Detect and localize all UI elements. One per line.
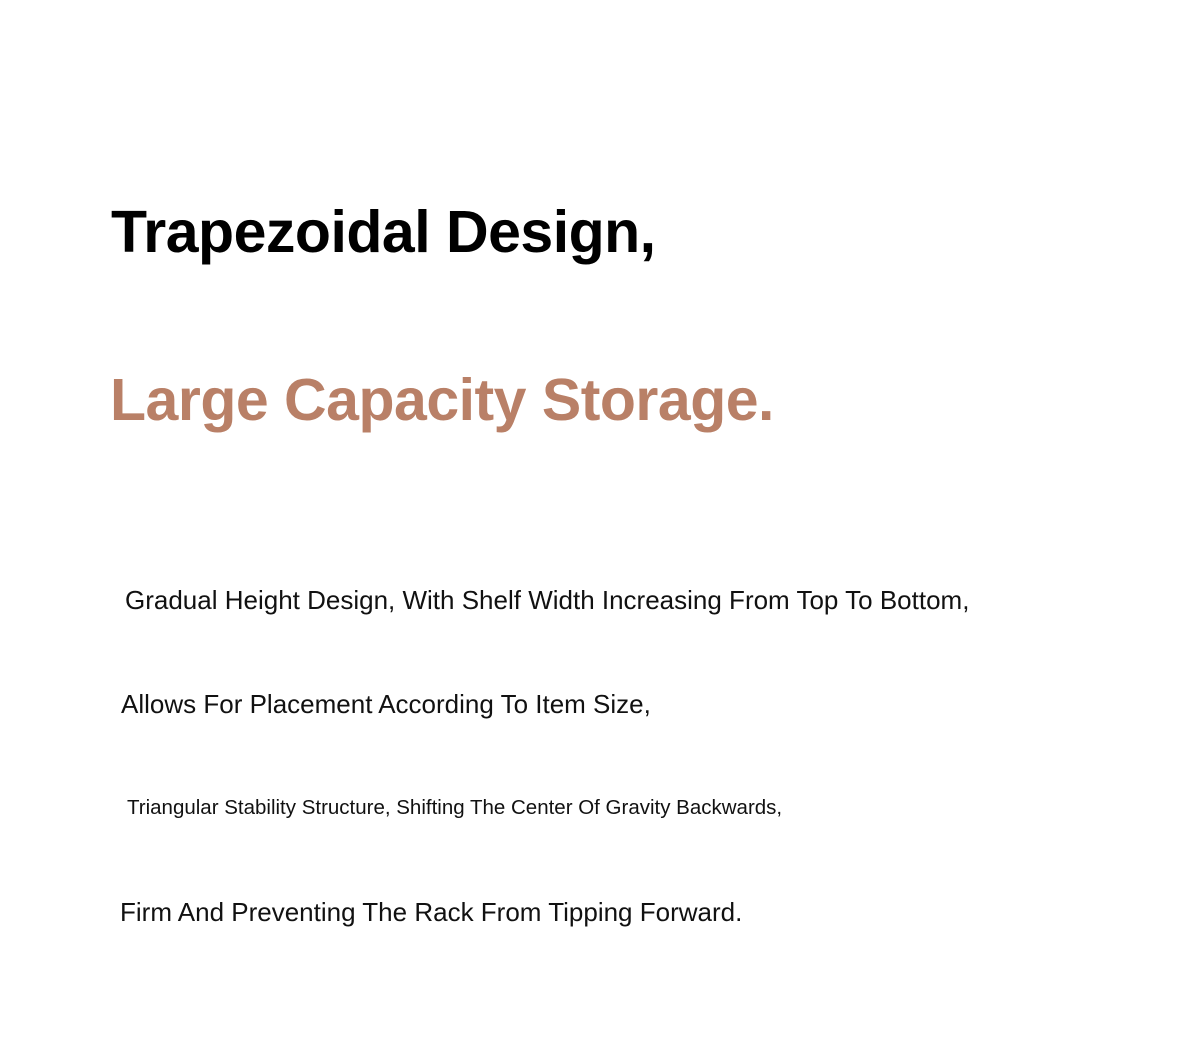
description-line-2: Allows For Placement According To Item Size, <box>121 689 651 719</box>
description-line-3: Triangular Stability Structure, Shifting The Center Of Gravity Backwards, <box>127 796 783 819</box>
headline-line-2: Large Capacity Storage. <box>110 367 774 433</box>
description-line-1: Gradual Height Design, With Shelf Width Increasing From Top To Bottom, <box>125 585 970 615</box>
description-line-4: Firm And Preventing The Rack From Tipping Forward. <box>120 897 743 927</box>
headline-line-1: Trapezoidal Design, <box>111 199 656 265</box>
